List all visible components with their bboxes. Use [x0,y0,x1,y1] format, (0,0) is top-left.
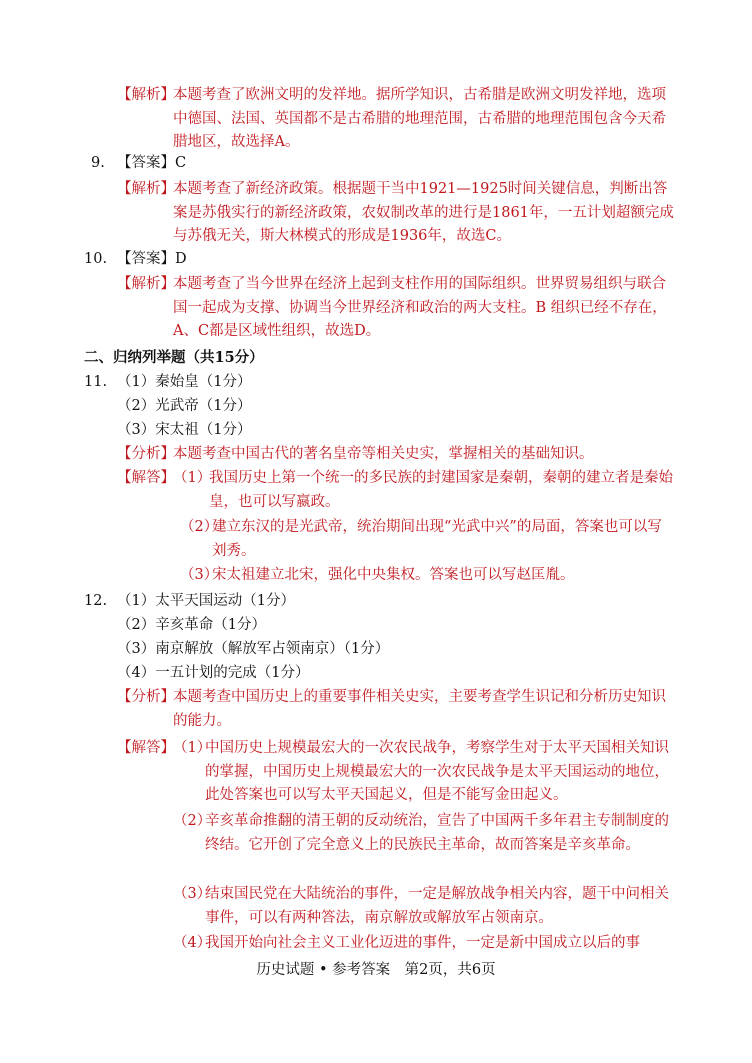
q10-answer-tag: 【答案】 [117,251,175,267]
q12-jieda-2-label: （2） [173,813,212,829]
q10-answer-value: D [175,251,187,267]
q12-item-3: （3）南京解放（解放军占领南京）（1分） [117,641,390,657]
q12-jieda-3 [173,883,673,930]
q12-fenxi-text: 本题考查中国历史上的重要事件相关史实，主要考查学生识记和分析历史知识的能力。 [173,689,666,729]
q11-fenxi [117,443,677,467]
q8-analysis-text: 本题考查了欧洲文明的发祥地。据所学知识，古希腊是欧洲文明发祥地，选项中德国、法国、英国都不是古希腊的地理范围，古希腊的地理范围包含今天希腊地区，故选择A。 [173,87,666,150]
q12-jieda-4-text: 我国开始向社会主义工业化迈进的事件，一定是新中国成立以后的事 [205,935,640,951]
q12-item-4: （4）一五计划的完成（1分） [117,665,310,681]
q10-answer [117,248,187,272]
q12-number: 12. [84,593,108,609]
q12-jieda-4-label: （4） [173,935,212,951]
q10-analysis [117,273,677,344]
q11-item-1: （1）秦始皇（1分） [117,374,252,390]
section-title: 二、归纳列举题（共15分） [84,349,264,366]
q12-fenxi [117,686,677,733]
q12-jieda-1-label: （1） [173,740,212,756]
q9-answer [117,152,186,176]
q11-jieda-3-text: 宋太祖建立北宋，强化中央集权。答案也可以写赵匡胤。 [212,567,575,583]
q11-jieda-3 [180,564,673,588]
q11-item-2: （2）光武帝（1分） [117,398,252,414]
q9-number: 9. [91,155,105,171]
q12-fenxi-tag: 【分析】 [117,689,175,705]
q11-fenxi-text: 本题考查中国古代的著名皇帝等相关史实，掌握相关的基础知识。 [173,446,594,462]
q11-number: 11. [84,374,108,390]
q12-jieda-2-text: 辛亥革命推翻的清王朝的反动统治，宣告了中国两千多年君主专制制度的终结。它开创了完全意义上的民族民主革命，故而答案是辛亥革命。 [205,813,669,853]
q12-jieda-3-label: （3） [173,886,212,902]
q8-analysis-tag: 【解析】 [117,87,175,103]
q11-item-3: （3）宋太祖（1分） [117,422,252,438]
q10-analysis-text: 本题考查了当今世界在经济上起到支柱作用的国际组织。世界贸易组织与联合国一起成为支撑、协调当今世界经济和政治的两大支柱。B 组织已经不存在，A、C都是区域性组织，故选D。 [173,276,667,339]
q11-jieda-1-label: （1） [173,470,212,486]
q9-analysis [117,178,677,249]
q9-analysis-text: 本题考查了新经济政策。根据题干当中1921—1925时间关键信息，判断出答案是苏俄实行的新经济政策，农奴制改革的进行是1861年，一五计划超额完成与苏俄无关，斯大林模式的形成是1936年，故选C。 [173,181,674,244]
q10-number: 10. [84,251,108,267]
q9-answer-tag: 【答案】 [117,155,175,171]
q11-fenxi-tag: 【分析】 [117,446,175,462]
q12-jieda-4 [173,932,673,955]
page-footer: 历史试题 • 参考答案 第2页，共6页 [256,962,496,978]
q11-jieda-1 [173,467,673,514]
q12-item-2: （2）辛亥革命（1分） [117,617,266,633]
q9-analysis-tag: 【解析】 [117,181,175,197]
q12-jieda-1-text: 中国历史上规模最宏大的一次农民战争，考察学生对于太平天国相关知识的掌握，中国历史上规模最宏大的一次农民战争是太平天国运动的地位，此处答案也可以写太平天国起义，但是不能写金田起义。 [205,740,669,803]
q8-analysis [117,84,677,155]
q11-jieda-tag: 【解答】 [117,470,175,486]
q12-jieda-3-text: 结束国民党在大陆统治的事件，一定是解放战争相关内容，题干中问相关事件，可以有两种答法，南京解放或解放军占领南京。 [205,886,669,926]
q11-jieda-3-label: （3） [180,567,219,583]
q12-jieda-tag: 【解答】 [117,740,175,756]
q12-jieda-1 [173,737,673,808]
q9-answer-value: C [175,155,187,171]
q11-jieda-2-text: 建立东汉的是光武帝，统治期间出现“光武中兴”的局面，答案也可以写刘秀。 [212,519,662,559]
q12-jieda-2 [173,810,673,857]
q11-jieda-2 [180,516,673,563]
q11-jieda-1-text: 我国历史上第一个统一的多民族的封建国家是秦朝，秦朝的建立者是秦始皇，也可以写嬴政。 [209,470,673,510]
q11-jieda-2-label: （2） [180,519,219,535]
q10-analysis-tag: 【解析】 [117,276,175,292]
q12-item-1: （1）太平天国运动（1分） [117,593,295,609]
